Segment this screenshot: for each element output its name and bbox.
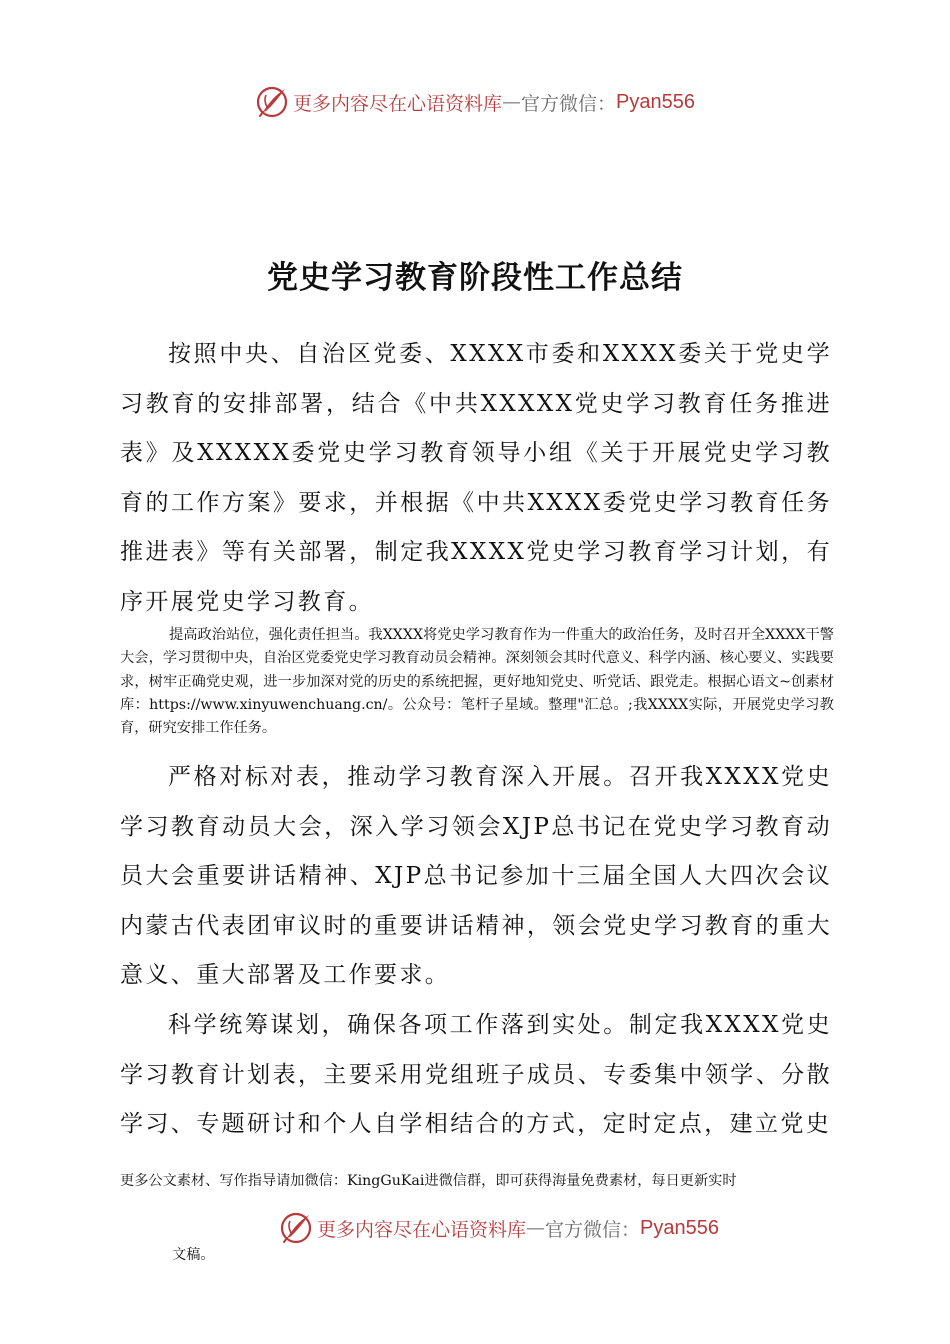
footer-tail-text: 文稿。 <box>172 1247 215 1263</box>
small-print-paragraph: 提高政治站位，强化责任担当。我XXXX将党史学习教育作为一件重大的政治任务，及时召开全XXXX干警大会，学习贯彻中央，自治区党委党史学习教育动员会精神。深刻领会其时代意义、科学内涵、核心要义、实践要求，树牢正确党史观，进一步加深对党的历史的系统把握，更好地知党史、听党话、跟党走。根据心语文~创素材库：https://www.xinyuwenchuang.cn/。公众号：笔杆子星域。整理"汇总。;我XXXX实际，开展党史学习教育，研究安排工作任务。 <box>120 627 834 737</box>
watermark-separator: — <box>502 91 522 113</box>
watermark-wechat-label: 官方微信： <box>545 1218 641 1241</box>
document-title: 党史学习教育阶段性工作总结 <box>267 260 683 296</box>
watermark-text: 更多内容尽在心语资料库 <box>293 92 503 115</box>
body-paragraph-1: 按照中央、自治区党委、XXXX市委和XXXX委关于党史学习教育的安排部署，结合《中共XXXXX党史学习教育任务推进表》及XXXXX委党史学习教育领导小组《关于开展党史学习教育的工作方案》要求，并根据《中共XXXX委党史学习教育任务推进表》等有关部署，制定我XXXX党史学习教育学习计划，有序开展党史学习教育。 <box>120 341 832 615</box>
watermark-wechat-label: 官方微信： <box>521 92 617 115</box>
body-paragraph-3: 科学统筹谋划，确保各项工作落到实处。制定我XXXX党史学习教育计划表，主要采用党组班子成员、专委集中领学、分散学习、专题研讨和个人自学相结合的方式，定时定点，建立党史 <box>120 1012 832 1138</box>
watermark-separator: — <box>526 1217 546 1239</box>
footer-promo-line: 更多公文素材、写作指导请加微信：KingGuKai进微信群，即可获得海量免费素材，每日更新实时 <box>120 1173 737 1189</box>
quill-logo-icon <box>279 1211 313 1245</box>
watermark-wechat-id: Pyan556 <box>616 90 695 113</box>
watermark-wechat-id: Pyan556 <box>640 1216 719 1239</box>
watermark-banner-top <box>0 82 950 122</box>
quill-logo-icon <box>255 85 289 119</box>
watermark-banner-bottom <box>24 1208 950 1248</box>
body-paragraph-2: 严格对标对表，推动学习教育深入开展。召开我XXXX党史学习教育动员大会，深入学习领会XJP总书记在党史学习教育动员大会重要讲话精神、XJP总书记参加十三届全国人大四次会议内蒙古代表团审议时的重要讲话精神，领会党史学习教育的重大意义、重大部署及工作要求。 <box>120 764 832 989</box>
watermark-text: 更多内容尽在心语资料库 <box>317 1218 527 1241</box>
